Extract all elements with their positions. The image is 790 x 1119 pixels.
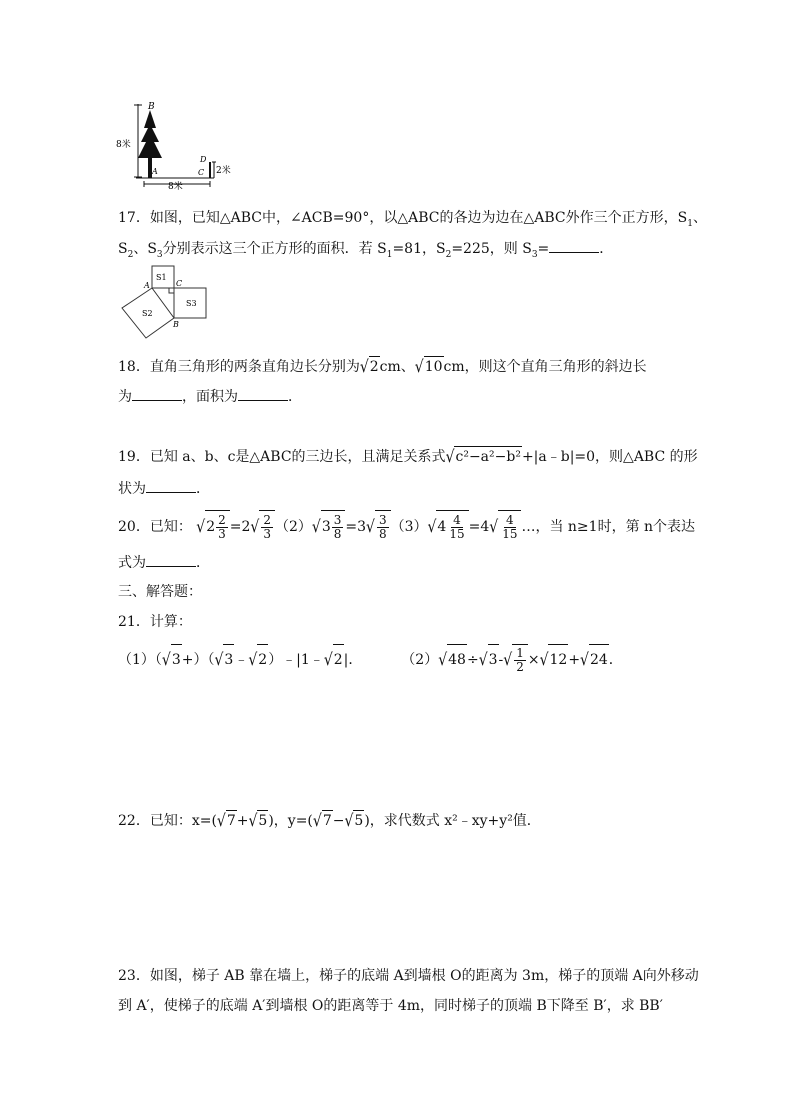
label-c: C (176, 279, 183, 288)
sqrt-term-1: √2 $\frac{2}{3}$ (196, 510, 229, 543)
sqrt-expression: √c²−a²−b² (445, 447, 521, 467)
answer-blank (146, 478, 196, 493)
sqrt-frac-2: √ $\frac{3}{8}$ (366, 510, 391, 543)
q20-line2: 式为 ． (118, 552, 210, 573)
tree-figure (114, 100, 234, 190)
sqrt-frac-1: √ $\frac{2}{3}$ (250, 510, 275, 543)
label-s1: S1 (156, 273, 167, 282)
q17-line1: 17．如图，已知△ABC中，∠ACB=90°，以△ABC的各边为边在△ABC外作三个正方形，$S_1$、 (118, 210, 707, 229)
sqrt-term-2: √3 $\frac{3}{8}$ (312, 510, 345, 543)
q19-line2: 状为 ． (118, 478, 210, 499)
q18-line1: 18．直角三角形的两条直角边长分别为√2cm、√10cm，则这个直角三角形的斜边长 (118, 357, 647, 377)
label-d: D (200, 155, 207, 164)
label-tree-height: 8米 (116, 140, 131, 150)
q23-line1: 23．如图，梯子 AB 靠在墙上，梯子的底端 A到墙根 O的距离为 3m，梯子的顶端 A向外移动 (118, 968, 699, 984)
q18-line2: 为 ，面积为 ． (118, 386, 302, 407)
sqrt-10: √10 (414, 357, 443, 377)
tree-icon (138, 110, 162, 178)
section-heading: 三、解答题： (118, 584, 202, 600)
q21-part1: （1）（√3+）（√3﹣√2）﹣|1﹣√2|． (118, 652, 367, 668)
answer-blank (132, 386, 182, 401)
label-small-height: 2米 (216, 166, 231, 176)
q19-line1: 19．已知 a、b、c是△ABC的三边长，且满足关系式√c²−a²−b²+|a﹣b|=0，则△ABC 的形 (118, 447, 698, 467)
q21-problems (118, 644, 623, 674)
q17-line2: $S_2$、$S_3$分别表示这三个正方形的面积．若 $S_1=81$，$S_2=225$，则 $S_3=$ ． (118, 238, 613, 265)
sqrt-2: √2 (359, 357, 379, 377)
label-s3: S3 (186, 299, 197, 308)
label-a: A (144, 281, 150, 290)
squares-figure (116, 264, 216, 344)
q23-line2: 到 A′，使梯子的底端 A′到墙根 O的距离等于 4m，同时梯子的顶端 B下降至 B′，求 BB′ (118, 998, 663, 1014)
sqrt-term-3: √4 $\frac{4}{15}$ (428, 510, 469, 543)
answer-blank (549, 238, 599, 253)
q20-line1: 20．已知： √2 $\frac{2}{3}$ =2√ $\frac{2}{3}$ （2）√3 $\frac{3}{8}$ =3√ $\frac{3}{8}$ （3）√4 $\frac{4}{15}$ =4√ $\frac{4}{15}$ …，当 n≥1时，第 n个表达 (118, 510, 695, 542)
label-b: B (148, 102, 155, 112)
label-a: A (152, 167, 158, 176)
label-c: C (198, 168, 205, 177)
label-s2: S2 (142, 309, 153, 318)
sqrt-frac-3: √ $\frac{4}{15}$ (489, 510, 521, 543)
q21-part2: （2）√48÷√3-√ $\frac{1}{2}$ ×√12+√24． (401, 645, 623, 674)
q22-line: 22．已知：x=(√7+√5)，y=(√7−√5)，求代数式 x²﹣xy+y²值． (118, 811, 541, 831)
answer-blank (238, 386, 288, 401)
label-b: B (173, 320, 179, 329)
answer-blank (146, 552, 196, 567)
label-distance: 8米 (168, 182, 183, 190)
q21-title: 21．计算： (118, 614, 192, 630)
